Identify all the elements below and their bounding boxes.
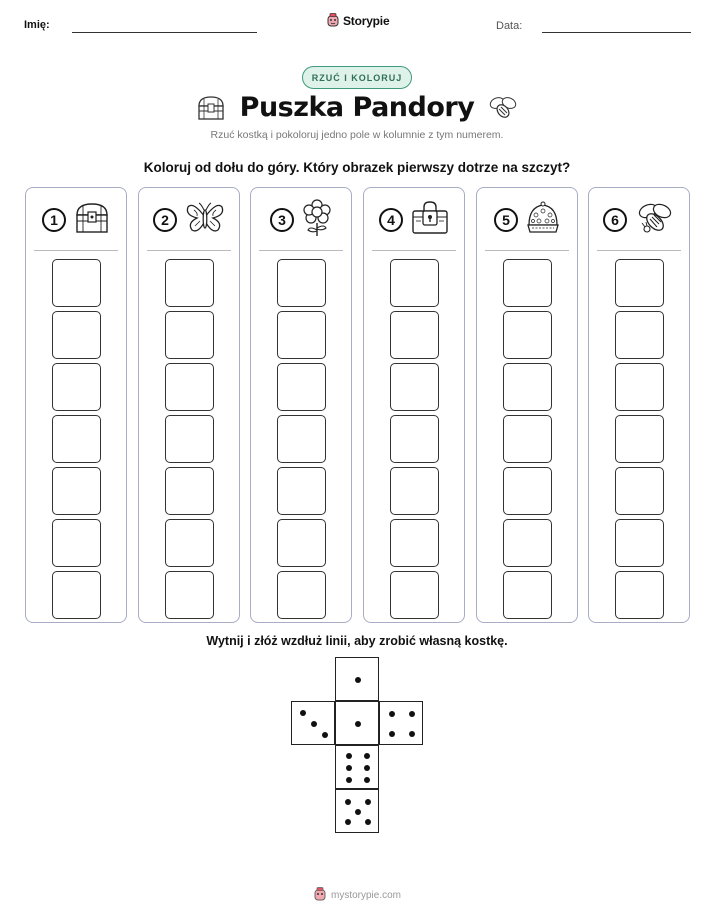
- footer: [0, 887, 714, 903]
- color-cell[interactable]: [52, 415, 101, 463]
- dice-pip: [355, 809, 361, 815]
- color-cell[interactable]: [165, 363, 214, 411]
- color-cell[interactable]: [277, 415, 326, 463]
- dice-pip: [311, 721, 317, 727]
- dice-face-1: [335, 657, 379, 701]
- dice-pip: [409, 711, 415, 717]
- column-header: [477, 200, 577, 240]
- dice-pip: [346, 753, 352, 759]
- column-header: [251, 200, 351, 240]
- column-header: [364, 200, 464, 240]
- color-cell[interactable]: [165, 519, 214, 567]
- column-divider: [34, 250, 118, 251]
- color-cell[interactable]: [52, 259, 101, 307]
- instruction: Koloruj od dołu do góry. Który obrazek pierwszy dotrze na szczyt?: [143, 160, 571, 175]
- storypie-logo: [326, 13, 389, 29]
- jeweled-crown-icon: [526, 201, 560, 240]
- column-2: [138, 187, 240, 623]
- dice-pip: [409, 731, 415, 737]
- column-number: 5: [494, 208, 518, 232]
- column-number: 1: [42, 208, 66, 232]
- date-label: Data:: [496, 20, 523, 32]
- treasure-chest-icon: [196, 94, 226, 122]
- dice-pip: [364, 765, 370, 771]
- dice-pip: [389, 711, 395, 717]
- column-divider: [485, 250, 569, 251]
- color-cell[interactable]: [390, 259, 439, 307]
- color-cell[interactable]: [503, 519, 552, 567]
- color-cell[interactable]: [52, 571, 101, 619]
- color-cell[interactable]: [277, 571, 326, 619]
- color-cell[interactable]: [165, 467, 214, 515]
- dice-pip: [345, 819, 351, 825]
- subtitle: Rzuć kostką i pokoloruj jedno pole w kolumnie z tym numerem.: [210, 129, 504, 141]
- color-cell[interactable]: [615, 259, 664, 307]
- column-6: [588, 187, 690, 623]
- color-cell[interactable]: [390, 519, 439, 567]
- date-line[interactable]: [542, 32, 691, 33]
- dice-pip: [355, 721, 361, 727]
- dice-pip: [346, 765, 352, 771]
- color-cell[interactable]: [52, 311, 101, 359]
- dice-pip: [345, 799, 351, 805]
- column-divider: [597, 250, 681, 251]
- storypie-mascot-icon: [326, 13, 340, 29]
- color-cell[interactable]: [52, 519, 101, 567]
- color-cell[interactable]: [165, 571, 214, 619]
- storypie-mascot-icon: [313, 887, 327, 903]
- dice-face-6: [335, 745, 379, 789]
- color-cell[interactable]: [615, 363, 664, 411]
- name-label: Imię:: [24, 19, 50, 31]
- page-title: Puszka Pandory: [239, 92, 475, 123]
- butterfly-icon: [185, 201, 225, 240]
- color-cell[interactable]: [52, 467, 101, 515]
- color-cell[interactable]: [503, 259, 552, 307]
- color-cell[interactable]: [615, 571, 664, 619]
- dice-pip: [300, 710, 306, 716]
- column-header: [589, 200, 689, 240]
- activity-badge: RZUĆ I KOLORUJ: [302, 66, 412, 89]
- bee-icon: [635, 201, 675, 240]
- logo-text: Storypie: [343, 14, 390, 28]
- color-cell[interactable]: [277, 259, 326, 307]
- dice-pip: [365, 799, 371, 805]
- flower-icon: [302, 199, 332, 242]
- dice-pip: [389, 731, 395, 737]
- column-number: 2: [153, 208, 177, 232]
- column-4: [363, 187, 465, 623]
- color-cell[interactable]: [165, 259, 214, 307]
- color-cell[interactable]: [165, 415, 214, 463]
- dice-face-4: [379, 701, 423, 745]
- column-1: [25, 187, 127, 623]
- color-cell[interactable]: [277, 363, 326, 411]
- color-cell[interactable]: [503, 415, 552, 463]
- color-cell[interactable]: [390, 571, 439, 619]
- color-cell[interactable]: [277, 311, 326, 359]
- dice-pip: [346, 777, 352, 783]
- dice-pip: [364, 777, 370, 783]
- dice-pip: [322, 732, 328, 738]
- color-cell[interactable]: [503, 363, 552, 411]
- column-divider: [372, 250, 456, 251]
- column-number: 6: [603, 208, 627, 232]
- dice-face-3: [291, 701, 335, 745]
- color-cell[interactable]: [390, 311, 439, 359]
- column-number: 4: [379, 208, 403, 232]
- column-number: 3: [270, 208, 294, 232]
- color-cell[interactable]: [615, 467, 664, 515]
- column-divider: [147, 250, 231, 251]
- color-cell[interactable]: [52, 363, 101, 411]
- column-divider: [259, 250, 343, 251]
- cut-instruction: Wytnij i złóż wzdłuż linii, aby zrobić własną kostkę.: [206, 634, 508, 648]
- color-cell[interactable]: [277, 519, 326, 567]
- bee-icon: [488, 95, 518, 121]
- color-cell[interactable]: [390, 415, 439, 463]
- color-cell[interactable]: [503, 311, 552, 359]
- column-3: [250, 187, 352, 623]
- treasure-chest-icon: [74, 201, 110, 240]
- color-cell[interactable]: [390, 467, 439, 515]
- dice-pip: [364, 753, 370, 759]
- dice-face-5: [335, 789, 379, 833]
- color-cell[interactable]: [165, 311, 214, 359]
- color-cell[interactable]: [615, 311, 664, 359]
- color-cell[interactable]: [503, 571, 552, 619]
- footer-url[interactable]: mystorypie.com: [330, 889, 401, 901]
- color-cell[interactable]: [615, 415, 664, 463]
- column-5: [476, 187, 578, 623]
- dice-face-1: [335, 701, 379, 745]
- color-cell[interactable]: [503, 467, 552, 515]
- column-header: [139, 200, 239, 240]
- color-cell[interactable]: [615, 519, 664, 567]
- locked-box-icon: [411, 201, 449, 240]
- name-line[interactable]: [72, 32, 257, 33]
- column-header: [26, 200, 126, 240]
- dice-pip: [365, 819, 371, 825]
- dice-pip: [355, 677, 361, 683]
- color-cell[interactable]: [390, 363, 439, 411]
- title-row: [0, 92, 714, 123]
- color-cell[interactable]: [277, 467, 326, 515]
